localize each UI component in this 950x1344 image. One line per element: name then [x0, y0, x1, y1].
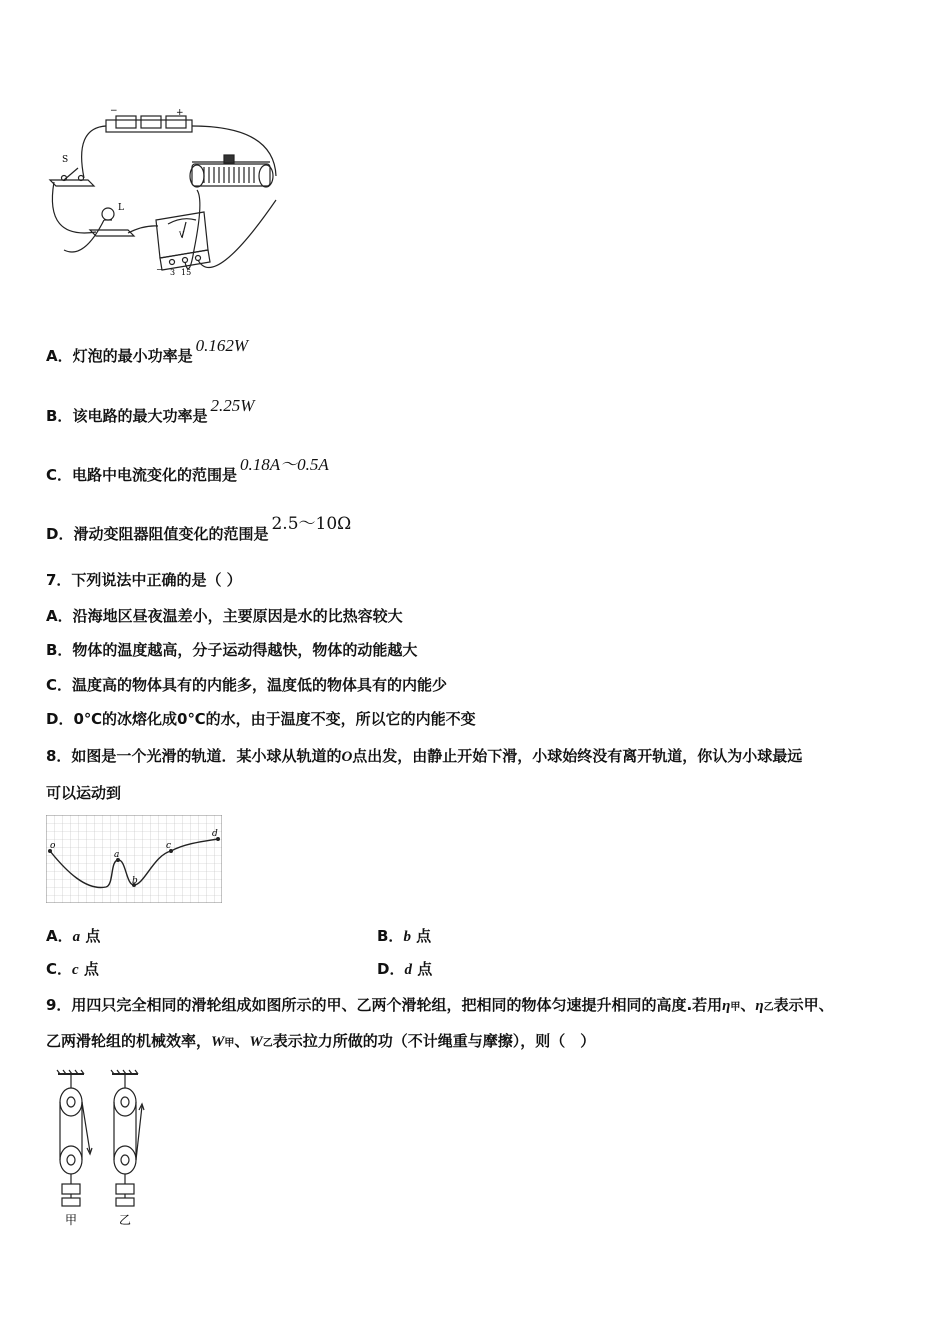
q9-stem-line1: 9．用四只完全相同的滑轮组成如图所示的甲、乙两个滑轮组，把相同的物体匀速提升相同的高度.若用η甲、η乙表示甲、 — [46, 996, 834, 1014]
bulb-label: L — [118, 203, 124, 213]
battery-minus-label: − — [110, 106, 118, 116]
q7-stem: 7．下列说法中正确的是（ ） — [46, 571, 242, 589]
q8-stem-line2: 可以运动到 — [46, 784, 122, 802]
q7-option-a: A．沿海地区昼夜温差小，主要原因是水的比热容较大 — [46, 607, 403, 625]
battery-plus-label: + — [176, 108, 184, 118]
terminal-minus-label: − — [156, 265, 163, 274]
point-c-label: c — [166, 841, 172, 851]
q8-stem: 8．如图是一个光滑的轨道．某小球从轨道的O点出发，由静止开始下滑，小球始终没有离开轨道，你认为小球最远 — [46, 747, 803, 765]
q9-stem-line2: 乙两滑轮组的机械效率，W甲、W乙表示拉力所做的功（不计绳重与摩擦），则（ ） — [46, 1032, 596, 1050]
q6-option-d: D．滑动变阻器阻值变化的范围是 2.5～10Ω — [46, 514, 352, 543]
voltmeter-label: V — [179, 231, 185, 239]
point-a-label: a — [114, 850, 120, 860]
track-figure — [46, 815, 222, 903]
q8-option-a: A．a 点 — [46, 927, 101, 945]
q7-option-c: C．温度高的物体具有的内能多，温度低的物体具有的内能少 — [46, 676, 448, 694]
terminal-15-label: 15 — [181, 268, 192, 277]
q6-option-c: C．电路中电流变化的范围是0.18A～0.5A — [46, 455, 329, 484]
q8-option-b: B．b 点 — [377, 927, 432, 945]
q7-option-b: B．物体的温度越高，分子运动得越快，物体的动能越大 — [46, 641, 418, 659]
q8-option-d: D．d 点 — [377, 960, 433, 978]
q6-option-a: A．灯泡的最小功率是0.162W — [46, 336, 249, 365]
pulley-figure — [50, 1068, 160, 1230]
pulley-jia-label: 甲 — [65, 1213, 78, 1227]
switch-label: S — [62, 155, 69, 165]
terminal-3-label: 3 — [170, 268, 176, 277]
point-b-label: b — [132, 876, 138, 886]
q8-option-c: C．c 点 — [46, 960, 99, 978]
circuit-figure — [44, 100, 284, 285]
point-d-label: d — [212, 829, 218, 839]
point-o-label: o — [50, 841, 56, 851]
q7-option-d: D．0℃的冰熔化成0℃的水，由于温度不变，所以它的内能不变 — [46, 710, 476, 728]
pulley-yi-label: 乙 — [119, 1213, 132, 1227]
q6-option-b: B．该电路的最大功率是2.25W — [46, 396, 255, 425]
